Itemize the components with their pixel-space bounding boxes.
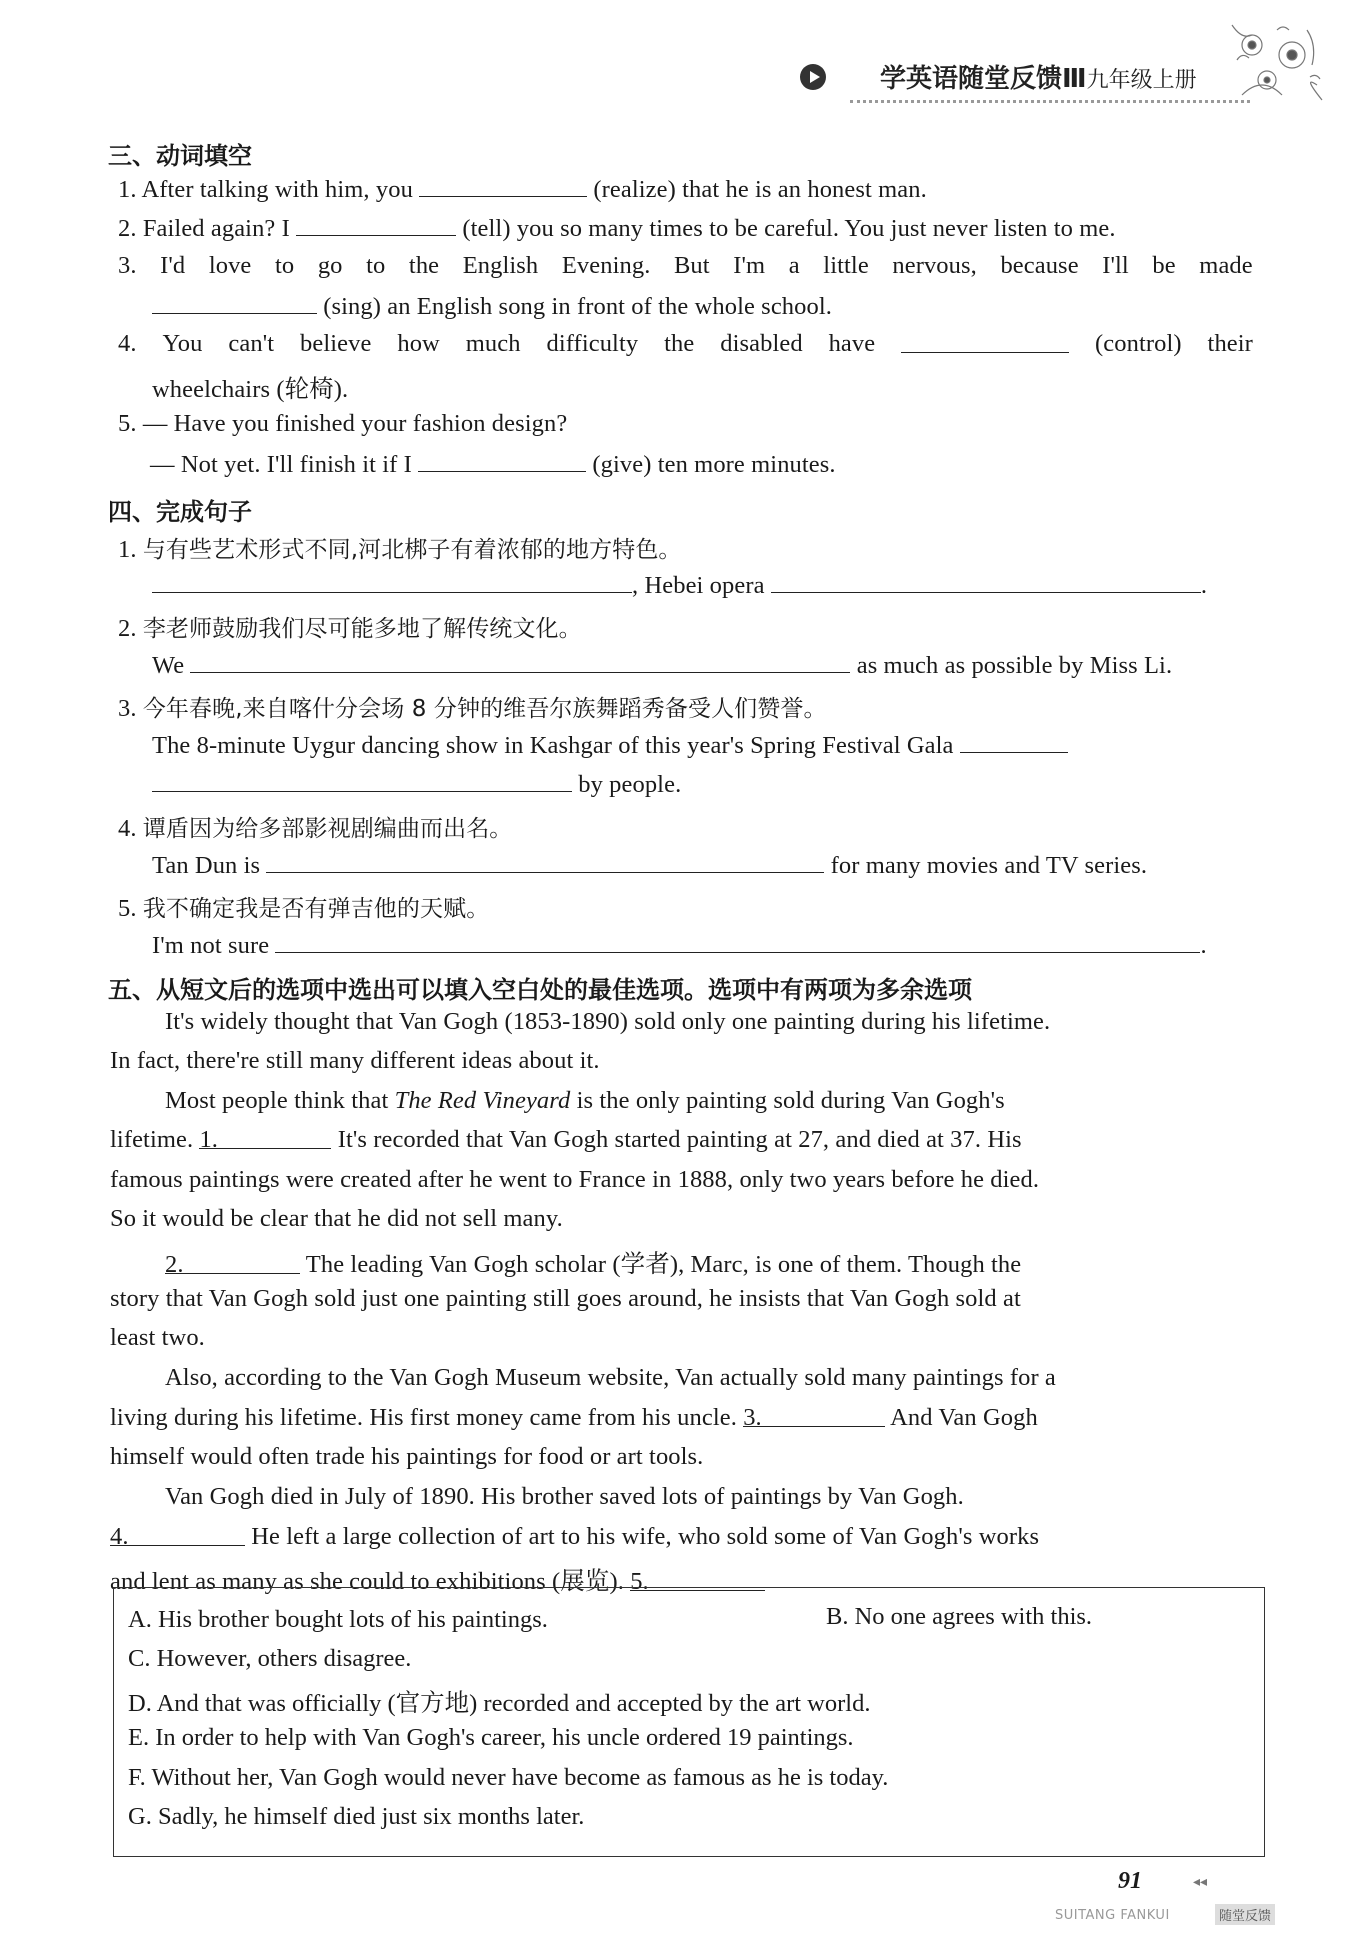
passage-blank-3[interactable]: 3.	[743, 1404, 885, 1427]
passage-line: So it would be clear that he did not sell many.	[110, 1205, 563, 1232]
play-icon	[800, 64, 826, 90]
question-3-3: 3. I'd love to go to the English Evening. But I'm a little nervous, because I'll be made	[118, 252, 1253, 279]
section-4-title: 四、完成句子	[108, 498, 252, 526]
answer-blank[interactable]	[960, 730, 1068, 753]
passage-line: famous paintings were created after he went to France in 1888, only two years before he died.	[110, 1166, 1040, 1193]
option-b[interactable]: B. No one agrees with this.	[826, 1603, 1093, 1630]
answer-blank[interactable]	[275, 930, 1200, 953]
question-3-5: 5. — Have you finished your fashion design?	[118, 410, 568, 437]
passage-line: 4. He left a large collection of art to his wife, who sold some of Van Gogh's works	[110, 1523, 1040, 1550]
question-4-2-en: We as much as possible by Miss Li.	[152, 652, 1173, 679]
question-4-2-cn: 2. 李老师鼓励我们尽可能多地了解传统文化。	[118, 615, 582, 642]
book-subtitle: 九年级上册	[1086, 68, 1197, 93]
footer-series-en: SUITANG FANKUI	[1055, 1908, 1170, 1923]
passage-line: story that Van Gogh sold just one painting still goes around, he insists that Van Gogh sold at	[110, 1285, 1021, 1312]
passage-line: Most people think that The Red Vineyard is the only painting sold during Van Gogh's	[165, 1087, 1005, 1114]
passage-blank-1[interactable]: 1.	[199, 1126, 331, 1149]
footer-series-cn: 随堂反馈	[1215, 1904, 1275, 1925]
option-a[interactable]: A. His brother bought lots of his paintings.	[128, 1606, 548, 1633]
flower-decoration-icon	[1222, 15, 1332, 105]
passage-line: Also, according to the Van Gogh Museum website, Van actually sold many paintings for a	[165, 1364, 1056, 1391]
option-e[interactable]: E. In order to help with Van Gogh's career, his uncle ordered 19 paintings.	[128, 1724, 854, 1751]
passage-blank-2[interactable]: 2.	[165, 1251, 300, 1274]
question-4-3-cont: by people.	[152, 769, 681, 799]
question-4-4-cn: 4. 谭盾因为给多部影视剧编曲而出名。	[118, 815, 513, 842]
question-4-1-en: , Hebei opera .	[152, 570, 1207, 600]
answer-blank[interactable]	[419, 174, 587, 197]
passage-line: least two.	[110, 1324, 205, 1351]
option-c[interactable]: C. However, others disagree.	[128, 1645, 412, 1672]
answer-blank[interactable]	[266, 850, 824, 873]
passage-blank-4[interactable]: 4.	[110, 1523, 245, 1546]
question-3-3-cont: (sing) an English song in front of the whole school.	[152, 291, 832, 321]
answer-blank[interactable]	[152, 291, 317, 314]
page-header	[790, 52, 1260, 112]
question-4-3-en: The 8-minute Uygur dancing show in Kashgar of this year's Spring Festival Gala	[152, 730, 1068, 760]
double-arrow-left-icon: ◂◂	[1193, 1875, 1208, 1890]
answer-blank[interactable]	[418, 449, 586, 472]
question-4-3-cn: 3. 今年春晚,来自喀什分会场 8 分钟的维吾尔族舞蹈秀备受人们赞誉。	[118, 695, 827, 722]
options-box	[113, 1587, 1265, 1857]
passage-line: In fact, there're still many different ideas about it.	[110, 1047, 600, 1074]
question-3-5-answer: — Not yet. I'll finish it if I (give) ten more minutes.	[150, 451, 836, 478]
passage-line: lifetime. 1. It's recorded that Van Gogh started painting at 27, and died at 37. His	[110, 1126, 1022, 1153]
passage-line: himself would often trade his paintings for food or art tools.	[110, 1443, 704, 1470]
passage-line: and lent as many as she could to exhibitions (展览). 5.	[110, 1562, 765, 1597]
question-4-5-en: I'm not sure .	[152, 932, 1207, 959]
page-number: 91	[1118, 1868, 1142, 1894]
option-f[interactable]: F. Without her, Van Gogh would never have become as famous as he is today.	[128, 1764, 889, 1791]
answer-blank[interactable]	[901, 330, 1069, 353]
option-g[interactable]: G. Sadly, he himself died just six months later.	[128, 1803, 585, 1830]
passage-line: It's widely thought that Van Gogh (1853-1890) sold only one painting during his lifetime.	[165, 1008, 1051, 1035]
section-3-title: 三、动词填空	[108, 142, 252, 170]
answer-blank[interactable]	[152, 570, 632, 593]
option-d[interactable]: D. And that was officially (官方地) recorded and accepted by the art world.	[128, 1690, 871, 1717]
section-5-title: 五、从短文后的选项中选出可以填入空白处的最佳选项。选项中有两项为多余选项	[108, 976, 972, 1004]
question-3-2: 2. Failed again? I (tell) you so many times to be careful. You just never listen to me.	[118, 215, 1116, 242]
passage-blank-5[interactable]: 5.	[630, 1568, 765, 1591]
answer-blank[interactable]	[296, 213, 456, 236]
question-3-1: 1. After talking with him, you (realize) that he is an honest man.	[118, 176, 927, 203]
answer-blank[interactable]	[152, 769, 572, 792]
question-4-5-cn: 5. 我不确定我是否有弹吉他的天赋。	[118, 895, 490, 922]
answer-blank[interactable]	[771, 570, 1201, 593]
passage-line: living during his lifetime. His first money came from his uncle. 3. And Van Gogh	[110, 1404, 1038, 1431]
header-divider	[850, 100, 1250, 103]
passage-line: Van Gogh died in July of 1890. His brother saved lots of paintings by Van Gogh.	[165, 1483, 964, 1510]
question-4-1-cn: 1. 与有些艺术形式不同,河北梆子有着浓郁的地方特色。	[118, 536, 682, 563]
question-3-4: 4. You can't believe how much difficulty the disabled have (control) their	[118, 330, 1253, 357]
passage-line: 2. The leading Van Gogh scholar (学者), Marc, is one of them. Though the	[165, 1251, 1022, 1278]
question-4-4-en: Tan Dun is for many movies and TV series.	[152, 852, 1148, 879]
answer-blank[interactable]	[190, 650, 850, 673]
question-3-4-cont: wheelchairs (轮椅).	[152, 376, 349, 403]
book-title: 学英语随堂反馈Ⅲ九年级上册	[880, 64, 1197, 94]
